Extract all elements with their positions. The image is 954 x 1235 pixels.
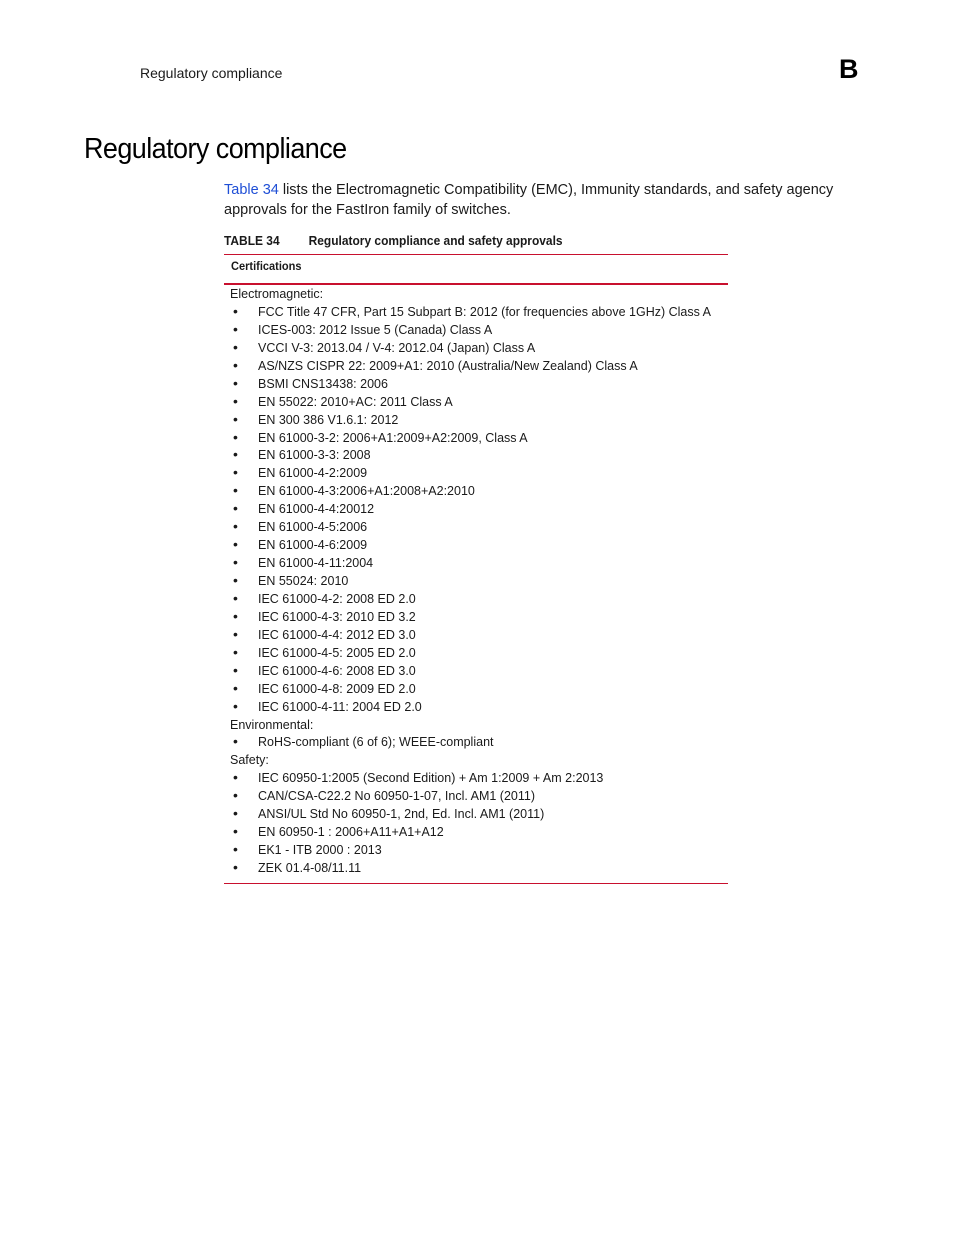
bullet-icon: • bbox=[233, 482, 238, 499]
cert-list-item bbox=[230, 627, 720, 645]
bullet-icon: • bbox=[233, 320, 238, 337]
cert-item-text: EN 55022: 2010+AC: 2011 Class A bbox=[258, 394, 453, 409]
bullet-icon: • bbox=[233, 410, 238, 427]
bullet-icon: • bbox=[233, 769, 238, 786]
bullet-icon: • bbox=[233, 805, 238, 822]
cert-list-item bbox=[230, 734, 720, 752]
table-34-link[interactable]: Table 34 bbox=[224, 182, 279, 198]
cert-item-text: EN 300 386 V1.6.1: 2012 bbox=[258, 412, 399, 427]
cert-list-item bbox=[230, 609, 720, 627]
intro-text: lists the Electromagnetic Compatibility (EMC), Immunity standards, and safety agency approvals for the FastIron family of switches. bbox=[224, 182, 834, 218]
bullet-icon: • bbox=[233, 536, 238, 553]
cert-item-text: RoHS-compliant (6 of 6); WEEE-compliant bbox=[258, 735, 494, 750]
cert-list-item bbox=[230, 824, 720, 842]
appendix-letter: B bbox=[839, 54, 859, 84]
cert-item-text: IEC 61000-4-8: 2009 ED 2.0 bbox=[258, 681, 416, 696]
cert-item-text: IEC 61000-4-5: 2005 ED 2.0 bbox=[258, 645, 416, 660]
cert-item-text: ICES-003: 2012 Issue 5 (Canada) Class A bbox=[258, 322, 493, 337]
bullet-icon: • bbox=[233, 787, 238, 804]
table-caption bbox=[224, 233, 563, 248]
bullet-icon: • bbox=[233, 338, 238, 355]
cert-list-item bbox=[230, 447, 720, 465]
cert-item-text: EN 61000-3-2: 2006+A1:2009+A2:2009, Class A bbox=[258, 430, 528, 445]
cert-list-item bbox=[230, 537, 720, 555]
cert-item-text: EN 60950-1 : 2006+A11+A1+A12 bbox=[258, 825, 444, 840]
cert-item-text: IEC 60950-1:2005 (Second Edition) + Am 1:2009 + Am 2:2013 bbox=[258, 771, 604, 786]
cert-item-text: EN 61000-4-3:2006+A1:2008+A2:2010 bbox=[258, 484, 475, 499]
cert-list-item bbox=[230, 483, 720, 501]
cert-item-text: EN 61000-4-6:2009 bbox=[258, 538, 368, 553]
cert-list-item bbox=[230, 519, 720, 537]
bullet-icon: • bbox=[233, 554, 238, 571]
cert-list-item bbox=[230, 501, 720, 519]
cert-item-text: EN 61000-4-4:20012 bbox=[258, 502, 375, 517]
table-bottom-rule bbox=[224, 883, 728, 884]
table-caption-label: TABLE 34 bbox=[224, 233, 280, 248]
bullet-icon: • bbox=[233, 679, 238, 696]
cert-item-text: IEC 61000-4-6: 2008 ED 3.0 bbox=[258, 663, 416, 678]
cert-list-item bbox=[230, 663, 720, 681]
bullet-icon: • bbox=[233, 625, 238, 642]
cert-item-text: FCC Title 47 CFR, Part 15 Subpart B: 2012 (for frequencies above 1GHz) Class A bbox=[258, 304, 711, 319]
bullet-icon: • bbox=[233, 464, 238, 481]
table-header-rule bbox=[224, 283, 728, 285]
bullet-icon: • bbox=[233, 374, 238, 391]
bullet-icon: • bbox=[233, 841, 238, 858]
cert-item-text: EN 61000-4-5:2006 bbox=[258, 520, 368, 535]
page-title: Regulatory compliance bbox=[84, 133, 347, 165]
cert-item-text: EK1 - ITB 2000 : 2013 bbox=[258, 843, 382, 858]
cert-list-item bbox=[230, 555, 720, 573]
cert-list-item bbox=[230, 645, 720, 663]
cert-list-item bbox=[230, 465, 720, 483]
bullet-icon: • bbox=[233, 518, 238, 535]
bullet-icon: • bbox=[233, 697, 238, 714]
bullet-icon: • bbox=[233, 589, 238, 606]
bullet-icon: • bbox=[233, 356, 238, 373]
certifications-cell bbox=[230, 286, 720, 878]
cert-group-label: Electromagnetic: bbox=[230, 287, 324, 301]
bullet-icon: • bbox=[233, 302, 238, 319]
cert-group-label: Safety: bbox=[230, 753, 269, 768]
cert-item-text: AS/NZS CISPR 22: 2009+A1: 2010 (Australia/New Zealand) Class A bbox=[258, 358, 638, 373]
running-header: Regulatory compliance bbox=[140, 65, 283, 81]
bullet-icon: • bbox=[233, 823, 238, 840]
cert-list-item bbox=[230, 322, 720, 340]
cert-list-item bbox=[230, 376, 720, 394]
cert-item-text: EN 61000-4-11:2004 bbox=[258, 556, 374, 571]
cert-item-text: ZEK 01.4-08/11.11 bbox=[258, 861, 362, 875]
cert-item-text: EN 61000-4-2:2009 bbox=[258, 466, 368, 481]
cert-list-item bbox=[230, 304, 720, 322]
bullet-icon: • bbox=[233, 392, 238, 409]
cert-list-item bbox=[230, 358, 720, 376]
cert-item-text: IEC 61000-4-2: 2008 ED 2.0 bbox=[258, 591, 416, 606]
cert-list-item bbox=[230, 394, 720, 412]
cert-item-text: CAN/CSA-C22.2 No 60950-1-07, Incl. AM1 (2011) bbox=[258, 789, 535, 804]
cert-list-item bbox=[230, 842, 720, 860]
bullet-icon: • bbox=[233, 607, 238, 624]
cert-list-item bbox=[230, 681, 720, 699]
cert-list-item bbox=[230, 591, 720, 609]
cert-list-item bbox=[230, 860, 720, 878]
cert-list-item bbox=[230, 699, 720, 717]
cert-item-text: VCCI V-3: 2013.04 / V-4: 2012.04 (Japan) Class A bbox=[258, 340, 536, 355]
intro-paragraph bbox=[224, 181, 854, 220]
cert-list-item bbox=[230, 806, 720, 824]
bullet-icon: • bbox=[233, 859, 238, 875]
cert-list-item bbox=[230, 412, 720, 430]
bullet-icon: • bbox=[233, 661, 238, 678]
cert-list-item bbox=[230, 573, 720, 591]
cert-list-item bbox=[230, 788, 720, 806]
cert-item-text: ANSI/UL Std No 60950-1, 2nd, Ed. Incl. AM1 (2011) bbox=[258, 807, 545, 822]
bullet-icon: • bbox=[233, 428, 238, 445]
bullet-icon: • bbox=[233, 733, 238, 750]
cert-list-item bbox=[230, 430, 720, 448]
cert-item-text: IEC 61000-4-11: 2004 ED 2.0 bbox=[258, 699, 422, 714]
table-top-rule bbox=[224, 254, 728, 255]
bullet-icon: • bbox=[233, 446, 238, 463]
bullet-icon: • bbox=[233, 500, 238, 517]
cert-item-text: IEC 61000-4-4: 2012 ED 3.0 bbox=[258, 627, 416, 642]
cert-item-text: EN 55024: 2010 bbox=[258, 574, 349, 588]
table-column-header: Certifications bbox=[231, 259, 302, 273]
bullet-icon: • bbox=[233, 572, 238, 588]
cert-group-label: Environmental: bbox=[230, 717, 314, 732]
cert-item-text: IEC 61000-4-3: 2010 ED 3.2 bbox=[258, 609, 416, 624]
bullet-icon: • bbox=[233, 643, 238, 660]
cert-item-text: BSMI CNS13438: 2006 bbox=[258, 376, 388, 391]
cert-list-item bbox=[230, 770, 720, 788]
table-caption-title: Regulatory compliance and safety approvals bbox=[308, 233, 563, 248]
cert-list-item bbox=[230, 340, 720, 358]
cert-item-text: EN 61000-3-3: 2008 bbox=[258, 448, 371, 463]
